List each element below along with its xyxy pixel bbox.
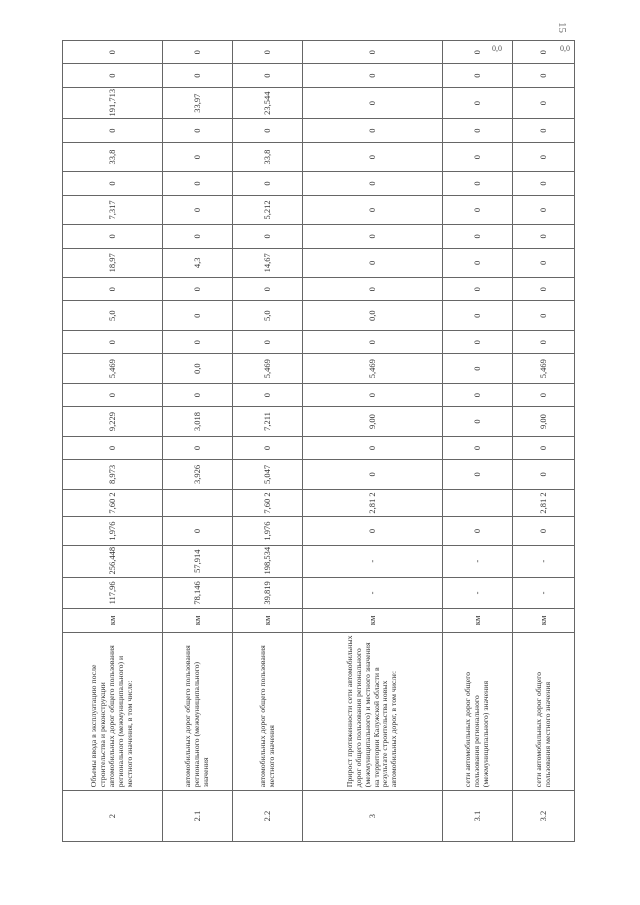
value-cell: 0 [513, 436, 575, 459]
value-cell: 0 [303, 64, 443, 87]
value-cell: 0 [163, 383, 233, 406]
value-cell: 33,97 [163, 87, 233, 119]
row-description: сети автомобильных дорог общего пользования местного значения [513, 632, 575, 791]
value-cell: 7,60 2 [233, 489, 303, 517]
value-cell: 0 [303, 119, 443, 142]
table-row [513, 41, 575, 842]
value-cell: 78,146 [163, 577, 233, 609]
value-cell: 0 [513, 517, 575, 546]
value-cell: 0 [163, 172, 233, 195]
value-cell: 0 [303, 248, 443, 278]
value-cell: 7,211 [233, 407, 303, 437]
value-cell: 0 [63, 41, 163, 64]
row-number: 2 [63, 791, 163, 842]
value-cell: 14,67 [233, 248, 303, 278]
value-cell [163, 489, 233, 517]
value-cell: 0 [63, 225, 163, 248]
value-cell: 0 [443, 119, 513, 142]
value-cell: 0 [443, 225, 513, 248]
value-cell: 117,96 [63, 577, 163, 609]
value-cell: 0 [233, 41, 303, 64]
value-cell: 0 [163, 331, 233, 354]
value-cell: 256,448 [63, 545, 163, 577]
value-cell: 7,317 [63, 195, 163, 225]
value-cell: 0 [303, 172, 443, 195]
value-cell: 0 [513, 331, 575, 354]
value-cell: 0 [443, 517, 513, 546]
row-unit: км [163, 609, 233, 632]
value-cell: 0 [443, 87, 513, 119]
value-cell: 1,976 [63, 517, 163, 546]
row-description: автомобильных дорог общего пользования регионального (межмуниципального) значения [163, 632, 233, 791]
table-row [63, 41, 163, 842]
row-number: 3 [303, 791, 443, 842]
value-cell: 0 [163, 436, 233, 459]
value-cell: 0 [513, 278, 575, 301]
value-cell: 0 [513, 87, 575, 119]
value-cell: 0 [443, 436, 513, 459]
value-cell: 0 [233, 436, 303, 459]
value-cell: 0 [63, 278, 163, 301]
value-cell: 0 [303, 436, 443, 459]
value-cell: 0 [163, 41, 233, 64]
value-cell: 0 [233, 225, 303, 248]
value-cell: 5,212 [233, 195, 303, 225]
value-cell: 0,0 [163, 354, 233, 384]
row-description: автомобильных дорог общего пользования местного значения [233, 632, 303, 791]
value-cell: - [443, 545, 513, 577]
value-cell: 0 [513, 225, 575, 248]
value-cell: 0 [163, 301, 233, 331]
row-number: 3.2 [513, 791, 575, 842]
value-cell: 0 [233, 119, 303, 142]
value-cell: 0 [303, 517, 443, 546]
row-description: Объемы ввода в эксплуатацию после строительства и реконструкции автомобильных дорог общего пользования регионального (межмуниципального) и местного значения, в том числе: [63, 632, 163, 791]
value-cell: 0 [443, 407, 513, 437]
table-row [163, 41, 233, 842]
value-cell: 0 [303, 460, 443, 490]
value-cell: 0 [233, 383, 303, 406]
value-cell: 0 [303, 225, 443, 248]
value-cell: - [303, 577, 443, 609]
value-cell: 0 [163, 119, 233, 142]
value-cell: 5,047 [233, 460, 303, 490]
value-cell: 0 [163, 64, 233, 87]
row-number: 3.1 [443, 791, 513, 842]
value-cell: 0 [443, 41, 513, 64]
value-cell: - [513, 577, 575, 609]
row-description: сети автомобильных дорог общего пользования регионального (межмуниципального) значения [443, 632, 513, 791]
value-cell: 0 [443, 354, 513, 384]
value-cell: 0 [513, 195, 575, 225]
value-cell: 0 [233, 331, 303, 354]
value-cell: 0 [163, 225, 233, 248]
value-cell: 0 [513, 301, 575, 331]
value-cell: 0 [303, 41, 443, 64]
value-cell: 23,544 [233, 87, 303, 119]
value-cell: 0 [443, 331, 513, 354]
value-cell: 0 [513, 41, 575, 64]
value-cell: 0 [233, 278, 303, 301]
row-unit: км [513, 609, 575, 632]
value-cell: 3,018 [163, 407, 233, 437]
value-cell: 0 [513, 119, 575, 142]
value-cell: 0 [513, 64, 575, 87]
value-cell: 8,973 [63, 460, 163, 490]
rotated-table-container [62, 40, 574, 842]
value-cell: 191,713 [63, 87, 163, 119]
value-cell: 0 [513, 142, 575, 172]
value-cell: 0 [443, 248, 513, 278]
value-cell: 0 [63, 119, 163, 142]
value-cell: 0 [63, 172, 163, 195]
value-cell: 0 [163, 517, 233, 546]
value-cell: 0 [443, 383, 513, 406]
value-cell: - [303, 545, 443, 577]
value-cell: 0 [513, 383, 575, 406]
side-label: 0,0 [560, 44, 570, 53]
value-cell: 0 [443, 142, 513, 172]
value-cell: 0 [513, 460, 575, 490]
value-cell: 33,8 [63, 142, 163, 172]
value-cell: 0 [303, 142, 443, 172]
value-cell: 0 [303, 383, 443, 406]
value-cell: 0 [233, 64, 303, 87]
value-cell: 18,97 [63, 248, 163, 278]
value-cell: 0 [163, 278, 233, 301]
value-cell: 9,00 [513, 407, 575, 437]
value-cell: 7,60 2 [63, 489, 163, 517]
value-cell: 5,469 [513, 354, 575, 384]
value-cell [443, 489, 513, 517]
value-cell: 0 [63, 331, 163, 354]
value-cell: 0 [513, 172, 575, 195]
value-cell: 57,914 [163, 545, 233, 577]
indicators-table [62, 40, 575, 842]
value-cell: 0 [443, 195, 513, 225]
row-unit: км [443, 609, 513, 632]
table-row [303, 41, 443, 842]
row-number: 2.1 [163, 791, 233, 842]
row-unit: км [303, 609, 443, 632]
value-cell: 0 [443, 278, 513, 301]
value-cell: 5,0 [233, 301, 303, 331]
value-cell: 9,229 [63, 407, 163, 437]
value-cell: 3,926 [163, 460, 233, 490]
value-cell: 39,819 [233, 577, 303, 609]
value-cell: 0,0 [303, 301, 443, 331]
value-cell: 0 [63, 383, 163, 406]
value-cell: 4,3 [163, 248, 233, 278]
side-label: 0,0 [492, 44, 502, 53]
value-cell: 5,469 [63, 354, 163, 384]
value-cell: 2,81 2 [513, 489, 575, 517]
value-cell: 0 [443, 64, 513, 87]
row-number: 2.2 [233, 791, 303, 842]
value-cell: 5,469 [233, 354, 303, 384]
row-description: Прирост протяженности сети автомобильных дорог общего пользования регионального (межмуниципального) и местного значения на территории Калужской области в результате строительства новых автомобильных дорог, в том числе: [303, 632, 443, 791]
value-cell: 0 [63, 436, 163, 459]
value-cell: - [513, 545, 575, 577]
table-row [443, 41, 513, 842]
value-cell: 0 [163, 195, 233, 225]
value-cell: - [443, 577, 513, 609]
value-cell: 198,534 [233, 545, 303, 577]
value-cell: 33,8 [233, 142, 303, 172]
value-cell: 0 [513, 248, 575, 278]
value-cell: 0 [303, 87, 443, 119]
value-cell: 0 [443, 301, 513, 331]
table-row [233, 41, 303, 842]
value-cell: 9,00 [303, 407, 443, 437]
value-cell: 0 [233, 172, 303, 195]
value-cell: 1,976 [233, 517, 303, 546]
value-cell: 0 [443, 460, 513, 490]
page-number: 15 [556, 22, 568, 33]
value-cell: 0 [63, 64, 163, 87]
value-cell: 0 [303, 278, 443, 301]
value-cell: 0 [303, 331, 443, 354]
value-cell: 0 [443, 172, 513, 195]
value-cell: 0 [163, 142, 233, 172]
value-cell: 5,0 [63, 301, 163, 331]
value-cell: 2,81 2 [303, 489, 443, 517]
value-cell: 0 [303, 195, 443, 225]
row-unit: км [233, 609, 303, 632]
row-unit: км [63, 609, 163, 632]
value-cell: 5,469 [303, 354, 443, 384]
